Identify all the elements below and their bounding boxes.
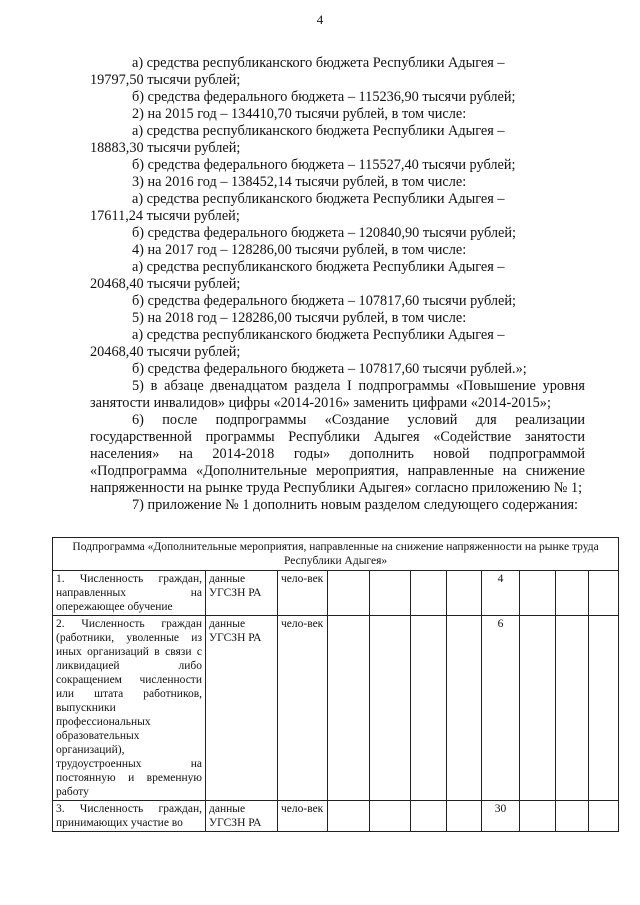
empty-cell: [411, 801, 447, 832]
value-cell: 6: [482, 616, 520, 801]
text-line: 5) на 2018 год – 128286,00 тысячи рублей, в том числе:: [132, 310, 467, 326]
empty-cell: [411, 571, 447, 616]
empty-cell: [370, 616, 411, 801]
table-row: [53, 801, 619, 832]
text-line: 20468,40 тысячи рублей;: [90, 276, 241, 292]
text-line: б) средства федерального бюджета – 115236,90 тысячи рублей;: [132, 89, 516, 105]
table-header-row: [53, 538, 619, 571]
text-line: а) средства республиканского бюджета Республики Адыгея –: [132, 191, 505, 207]
text-line: б) средства федерального бюджета – 115527,40 тысячи рублей;: [132, 157, 516, 173]
indicator-name: 3. Численность граждан, принимающих участие во: [53, 801, 206, 832]
empty-cell: [370, 801, 411, 832]
empty-cell: [556, 571, 589, 616]
paragraph-6: 6) после подпрограммы «Создание условий для реализации государственной программы Республики Адыгея «Содействие занятости населения» на 2014-2018 годы» дополнить новой подпрограммой «Подпрограмма «Дополнительные мероприятия, направленные на снижение напряженности на рынке труда Республики Адыгея» согласно приложению № 1;: [90, 412, 585, 496]
indicators-table: [52, 537, 619, 832]
text-line: б) средства федерального бюджета – 107817,60 тысячи рублей.»;: [132, 361, 527, 377]
value-cell: 4: [482, 571, 520, 616]
indicator-name: 1. Численность граждан, направленных на опережающее обучение: [53, 571, 206, 616]
empty-cell: [520, 801, 556, 832]
empty-cell: [328, 616, 370, 801]
text-line: 2) на 2015 год – 134410,70 тысячи рублей, в том числе:: [132, 106, 467, 122]
empty-cell: [589, 571, 619, 616]
paragraph-7: 7) приложение № 1 дополнить новым разделом следующего содержания:: [132, 497, 579, 513]
text-line: б) средства федерального бюджета – 107817,60 тысячи рублей;: [132, 293, 517, 309]
page-number: 4: [316, 12, 324, 27]
empty-cell: [411, 616, 447, 801]
document-body: [90, 55, 585, 514]
empty-cell: [520, 616, 556, 801]
empty-cell: [556, 801, 589, 832]
data-source: данные УГСЗН РА: [206, 801, 278, 832]
text-line: 18883,30 тысячи рублей;: [90, 140, 241, 156]
empty-cell: [328, 801, 370, 832]
empty-cell: [520, 571, 556, 616]
data-source: данные УГСЗН РА: [206, 571, 278, 616]
text-line: 4) на 2017 год – 128286,00 тысячи рублей, в том числе:: [132, 242, 467, 258]
text-line: 20468,40 тысячи рублей;: [90, 344, 241, 360]
table-header: Подпрограмма «Дополнительные мероприятия, направленные на снижение напряженности на рынке труда Республики Адыгея»: [53, 538, 619, 571]
empty-cell: [328, 571, 370, 616]
unit: чело-век: [278, 571, 328, 616]
text-line: а) средства республиканского бюджета Республики Адыгея –: [132, 123, 505, 139]
empty-cell: [447, 616, 482, 801]
text-line: а) средства республиканского бюджета Республики Адыгея –: [132, 327, 505, 343]
value-cell: 30: [482, 801, 520, 832]
empty-cell: [447, 571, 482, 616]
empty-cell: [447, 801, 482, 832]
empty-cell: [556, 616, 589, 801]
indicator-name: 2. Численность граждан (работники, уволенные из иных организаций в связи с ликвидацией либо сокращением численности или штата работников, выпускники профессиональных образовательных организаций), трудоустроенных на постоянную и временную работу: [53, 616, 206, 801]
text-line: 3) на 2016 год – 138452,14 тысячи рублей, в том числе:: [132, 174, 467, 190]
table-row: [53, 616, 619, 801]
table-row: [53, 571, 619, 616]
text-line: б) средства федерального бюджета – 120840,90 тысячи рублей;: [132, 225, 517, 241]
text-line: а) средства республиканского бюджета Республики Адыгея –: [132, 55, 505, 71]
empty-cell: [589, 801, 619, 832]
unit: чело-век: [278, 616, 328, 801]
text-line: 17611,24 тысячи рублей;: [90, 208, 240, 224]
empty-cell: [589, 616, 619, 801]
empty-cell: [370, 571, 411, 616]
unit: чело-век: [278, 801, 328, 832]
data-source: данные УГСЗН РА: [206, 616, 278, 801]
text-line: 19797,50 тысячи рублей;: [90, 72, 241, 88]
text-line: а) средства республиканского бюджета Республики Адыгея –: [132, 259, 505, 275]
paragraph-5: 5) в абзаце двенадцатом раздела I подпрограммы «Повышение уровня занятости инвалидов» цифры «2014-2016» заменить цифрами «2014-2015»;: [90, 378, 585, 411]
